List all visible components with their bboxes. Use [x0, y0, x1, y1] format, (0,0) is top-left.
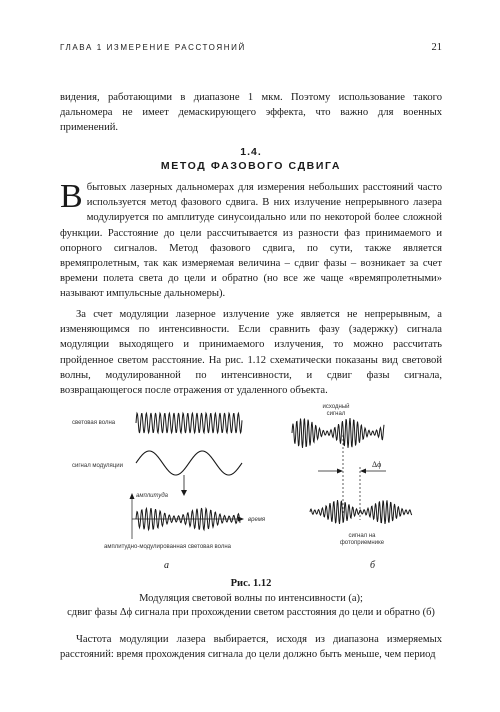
running-header	[60, 42, 442, 56]
light-wave	[136, 413, 242, 433]
source-signal	[292, 418, 384, 448]
amplitude-axis-arrow	[130, 493, 135, 499]
label-received-1: сигнал на	[348, 533, 376, 539]
figure-caption-number: Рис. 1.12	[230, 578, 272, 589]
paragraph-2-text: бытовых лазерных дальномерах для измерения небольших расстояний часто используется метод фазового сдвига. В них излучение непрерывного лазера модулируется по амплитуде синусоидально или по некоторой более сложной функции. Расстояние до цели рассчитывается из разности фаз принимаемого и опорного сигналов. Метод фазового сдвига, по сути, также является времяпролетным, так как измеряемая величина – сдвиг фазы – возникает за счет времени полета света до цели и обратно (но все же чаще «времяпролетными» называют импульсные дальномеры).	[60, 182, 442, 300]
chapter-title: ГЛАВА 1 ИЗМЕРЕНИЕ РАССТОЯНИЙ	[60, 43, 246, 52]
drop-cap: В	[60, 178, 83, 215]
section-title: МЕТОД ФАЗОВОГО СДВИГА	[160, 160, 342, 172]
figure-caption-line-2: сдвиг фазы Δϕ сигнала при прохождении светом расстояния до цели и обратно (б)	[67, 607, 435, 618]
label-received-2: фотоприемнике	[339, 540, 385, 546]
delta-arrow-right-head	[360, 469, 366, 474]
label-source-1: исходный	[322, 404, 350, 410]
paragraph-1: видения, работающими в диапазоне 1 мкм. Поэтому использование такого дальномера не имеет демаскирующего эффекта, что важно для военных применений.	[60, 92, 442, 134]
down-arrow-head	[181, 490, 187, 496]
subfigure-label-a: а	[164, 560, 169, 571]
label-delta-phi: Δϕ	[372, 460, 382, 469]
subfigure-label-b: б	[370, 560, 376, 571]
page-number: 21	[431, 42, 442, 53]
received-signal	[310, 500, 412, 524]
paragraph-3: За счет модуляции лазерное излучение уже является не непрерывным, а изменяющимся по интенсивности. Если сравнить фазу (задержку) сигнала модуляции выходящего и принимаемого излучения, то можно рассчитать пройденное светом расстояние. На рис. 1.12 схематически показаны вид световой волны, модулированной по интенсивности, и сдвиг фазы сигнала, возвращающегося после отражения от удаленного объекта.	[60, 309, 442, 397]
figure-1-12	[60, 395, 442, 585]
label-source-2: сигнал	[326, 411, 346, 417]
delta-arrow-left-head	[337, 469, 343, 474]
section-number: 1.4.	[240, 146, 262, 158]
label-mod-signal: сигнал модуляции	[72, 463, 123, 469]
figure-drawing	[60, 395, 442, 585]
label-am-wave: амплитудно-модулированная световая волна	[104, 544, 232, 550]
label-light-wave: световая волна	[72, 420, 116, 426]
figure-caption-line-1: Модуляция световой волны по интенсивности (а);	[139, 593, 363, 604]
modulation-signal	[136, 451, 242, 475]
label-time: время	[248, 517, 266, 523]
paragraph-2	[60, 180, 442, 302]
paragraph-4: Частота модуляции лазера выбирается, исходя из диапазона измеряемых расстояний: время прохождения сигнала до цели должно быть меньше, чем период	[60, 634, 442, 661]
label-amplitude: амплитуда	[136, 493, 168, 499]
